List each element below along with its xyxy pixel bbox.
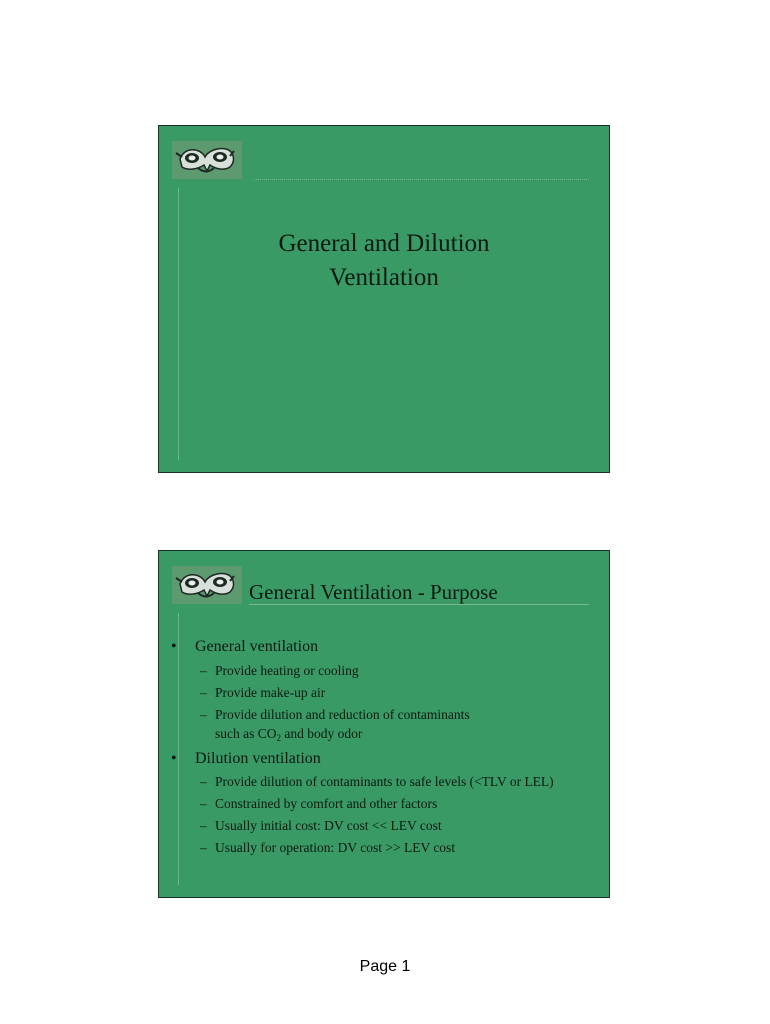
sub-bullet-item (200, 662, 359, 680)
sub-bullet-text: Usually initial cost: DV cost << LEV cost (215, 818, 442, 833)
slide-1 (158, 125, 610, 473)
sub-bullet-text: Provide dilution of contaminants to safe levels (<TLV or LEL) (215, 774, 554, 789)
sub-bullet-item (200, 706, 470, 724)
co2-subscript: 2 (276, 733, 281, 743)
sub-bullet-item (200, 773, 554, 791)
mask-logo-graphic (172, 566, 242, 604)
mask-logo-icon (172, 566, 242, 604)
slide-title (159, 227, 609, 295)
sub-bullet-item (200, 839, 456, 857)
sub-bullet-text: Provide heating or cooling (215, 663, 359, 678)
bullet-label: General ventilation (195, 638, 319, 655)
dash-glyph: – (200, 685, 207, 700)
page-number: Page 1 (359, 958, 411, 975)
mask-logo-graphic (172, 141, 242, 179)
co2-prefix: such as CO (215, 726, 277, 741)
bullet-item (171, 749, 321, 769)
sub-bullet-item (200, 817, 442, 835)
title-underline (249, 604, 589, 605)
sub-bullet-item (200, 795, 438, 813)
slide-title-line-2: Ventilation (329, 264, 439, 291)
slide-2 (158, 550, 610, 898)
bullet-glyph: • (171, 638, 177, 655)
sub-bullet-text: Constrained by comfort and other factors (215, 796, 438, 811)
sub-bullet-text: Provide dilution and reduction of contaminants (215, 707, 470, 722)
title-divider (254, 179, 589, 180)
sub-bullet-continuation (215, 725, 362, 743)
bullet-glyph: • (171, 750, 177, 767)
sub-bullet-text: Provide make-up air (215, 685, 326, 700)
slide-title-line-1: General and Dilution (278, 230, 490, 257)
sub-bullet-text: Usually for operation: DV cost >> LEV cost (215, 840, 456, 855)
dash-glyph: – (200, 707, 207, 722)
dash-glyph: – (200, 663, 207, 678)
bullet-label: Dilution ventilation (195, 750, 321, 767)
dash-glyph: – (200, 796, 207, 811)
mask-logo-icon (172, 141, 242, 179)
sub-bullet-text: and body odor (284, 726, 363, 741)
bullet-item (171, 637, 318, 657)
slide-title: General Ventilation - Purpose (249, 580, 498, 604)
dash-glyph: – (200, 774, 207, 789)
dash-glyph: – (200, 818, 207, 833)
sub-bullet-item (200, 684, 326, 702)
dash-glyph: – (200, 840, 207, 855)
